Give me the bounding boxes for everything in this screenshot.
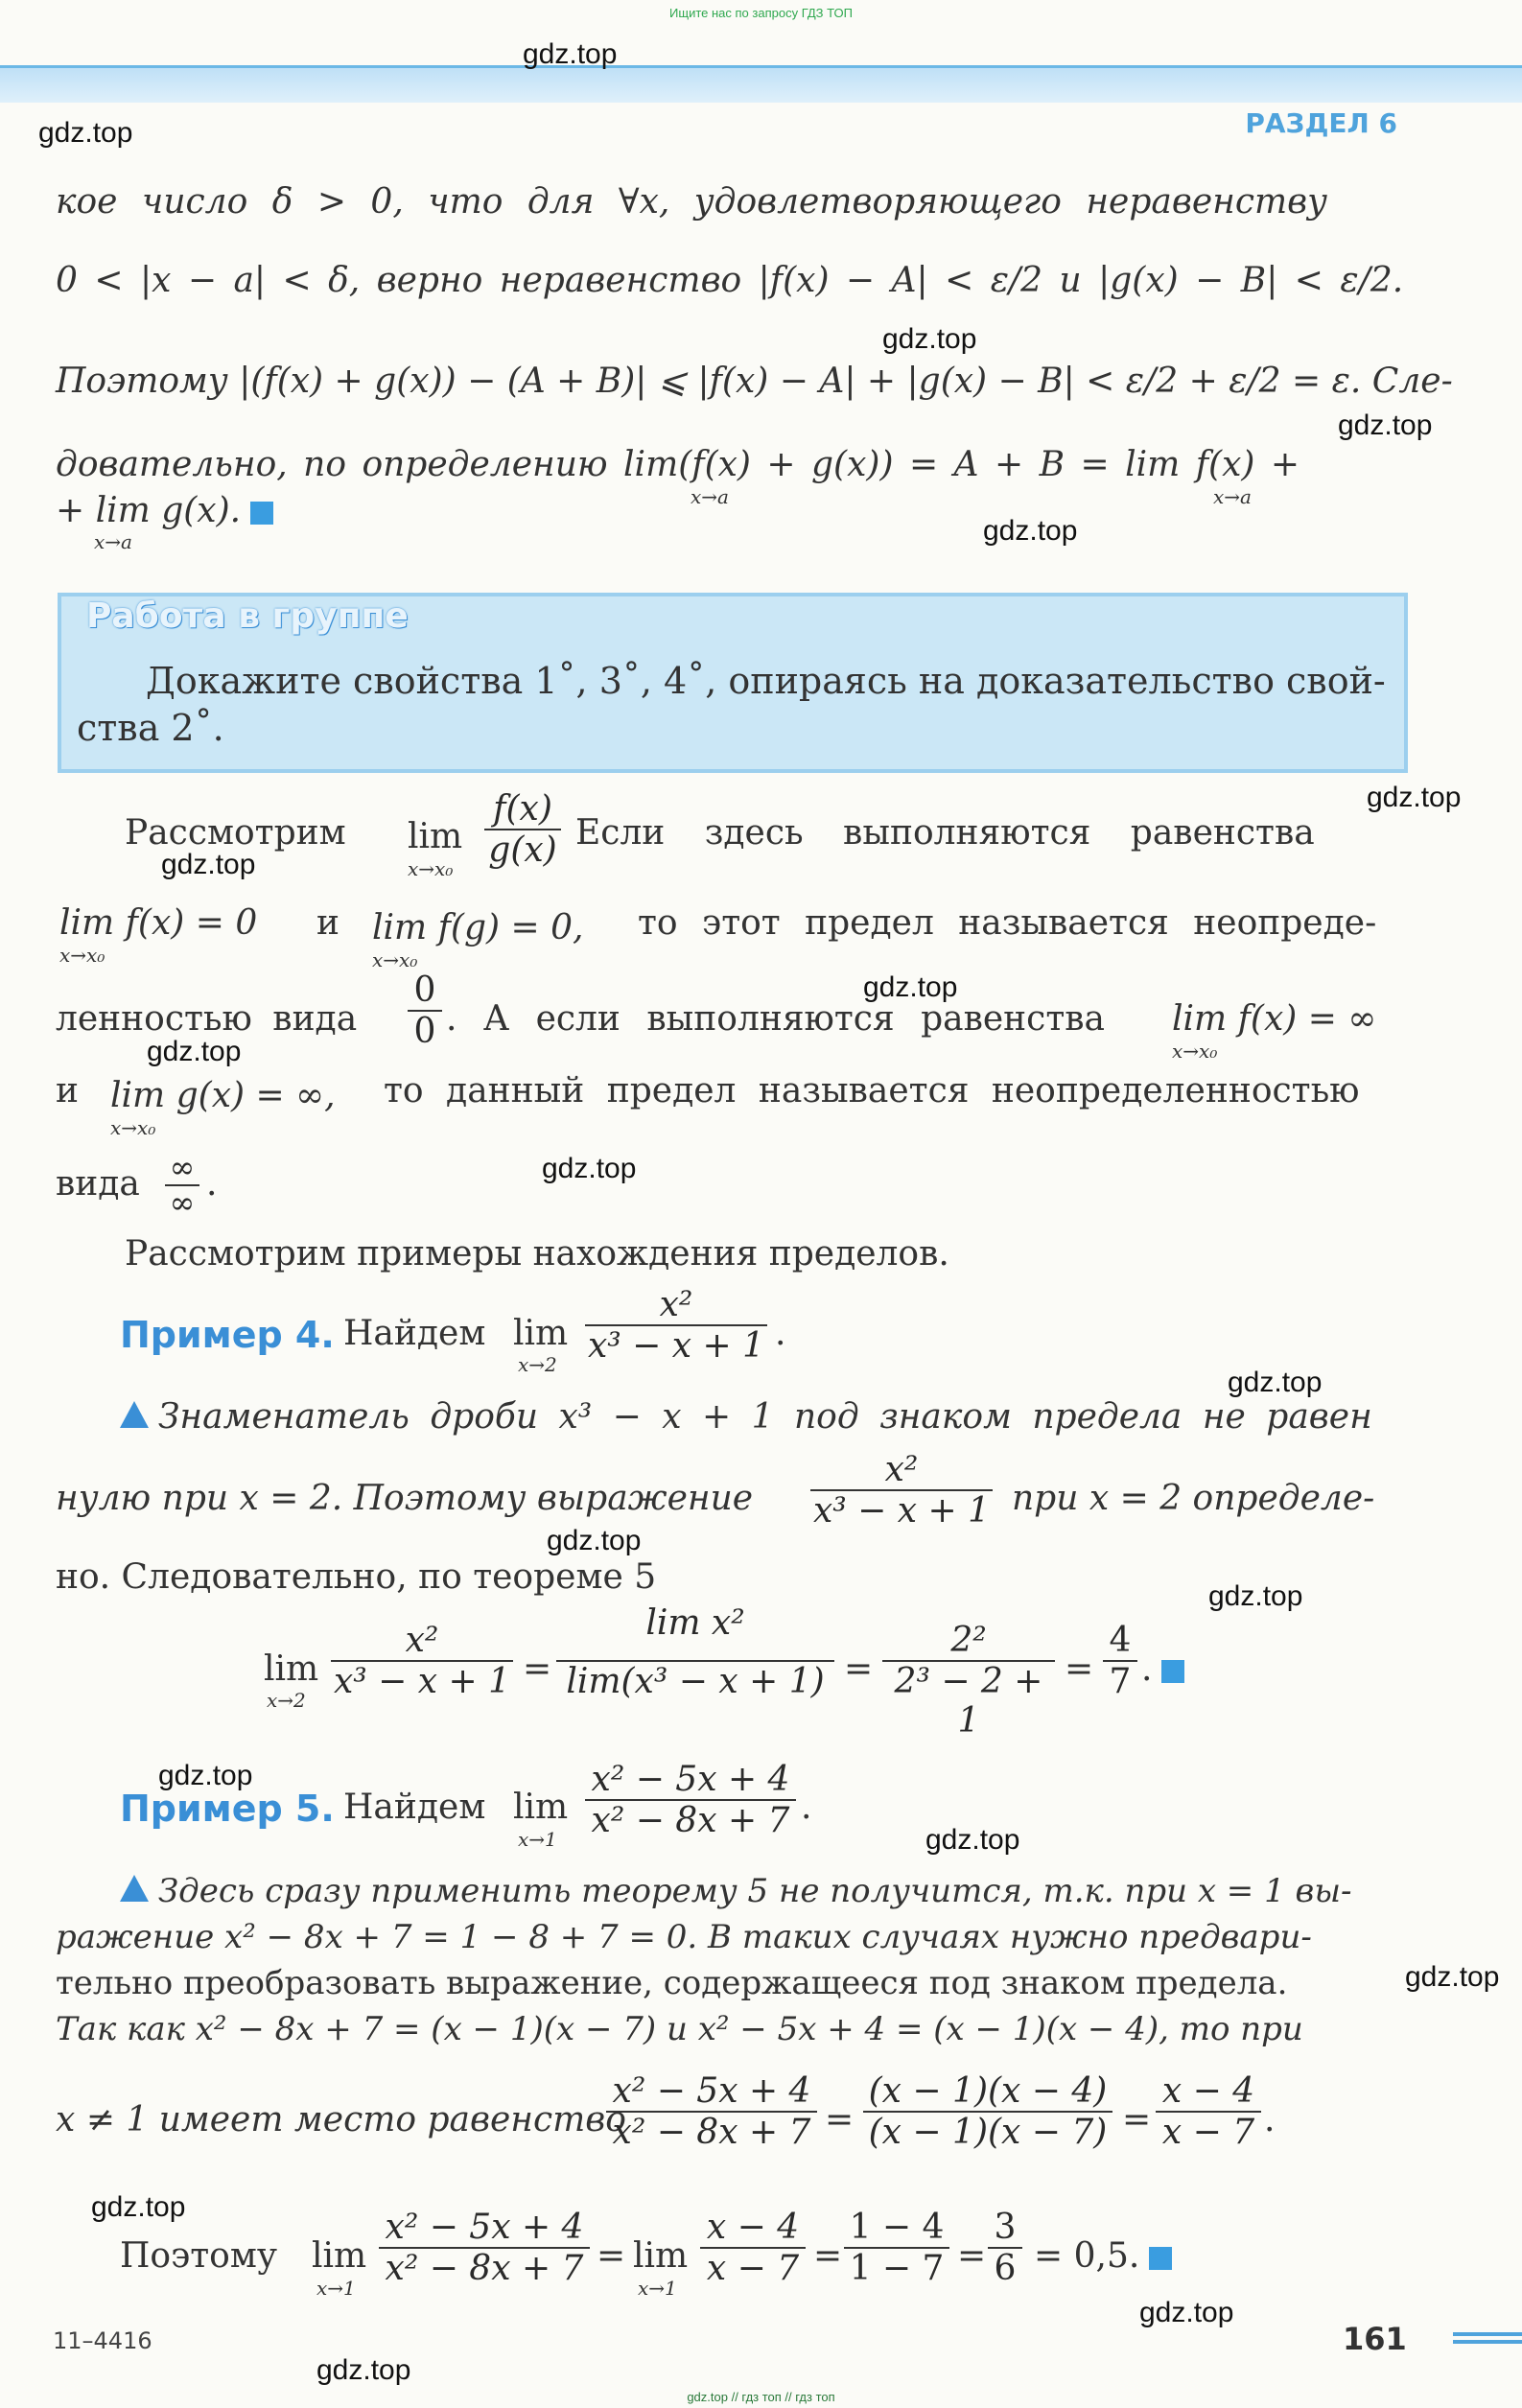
watermark: gdz.top — [1338, 409, 1433, 441]
lim-word: lim — [264, 1649, 319, 1689]
example-5-label: Пример 5. — [120, 1788, 335, 1830]
body-text: lim f(g) = 0, — [372, 908, 584, 947]
example-5-t1: Здесь сразу применить теорему 5 не получится, т.к. при x = 1 вы- — [158, 1872, 1352, 1910]
group-work-text-2: ства 2˚. — [77, 707, 224, 749]
eq5-fraction-2 — [863, 2071, 1112, 2152]
final-fraction-2 — [700, 2208, 806, 2288]
equals: = — [825, 2100, 855, 2139]
frac-den: 6 — [994, 2249, 1017, 2288]
lim-sub: x→2 — [518, 1353, 557, 1376]
final-fraction-3 — [844, 2208, 949, 2288]
frac-den: ∞ — [169, 1184, 196, 1222]
body-text: вида — [56, 1164, 140, 1204]
lim-sub: x→2 — [267, 1689, 306, 1712]
watermark: gdz.top — [1405, 1961, 1500, 1993]
section-label: РАЗДЕЛ 6 — [1245, 107, 1397, 139]
lim-sub-a-1: x→a — [691, 485, 729, 508]
frac-num: ∞ — [165, 1151, 199, 1186]
frac-den: 2³ − 2 + 1 — [894, 1662, 1043, 1741]
lim-word: lim — [513, 1314, 569, 1353]
frac-den: x³ − x + 1 — [812, 1491, 991, 1531]
final-value — [1034, 2234, 1172, 2279]
lim-word: lim — [633, 2236, 689, 2276]
equals: = — [523, 1649, 552, 1689]
print-code: 11–4416 — [53, 2327, 152, 2354]
equals: = — [844, 1649, 874, 1689]
example-4-text-2b: при x = 2 определе- — [1012, 1479, 1375, 1518]
frac-den: x² − 8x + 7 — [591, 1801, 790, 1840]
frac-num: f(x) — [484, 789, 561, 830]
frac-den: 7 — [1109, 1662, 1132, 1701]
end-of-solution-icon — [1161, 1660, 1184, 1683]
eq-fraction-2 — [556, 1603, 834, 1701]
frac-den: x² − 8x + 7 — [385, 2249, 584, 2288]
example-5-text-5a: x ≠ 1 имеет место равенство — [56, 2100, 626, 2139]
body-text: Если здесь выполняются равенства — [575, 813, 1315, 853]
frac-den: g(x) — [488, 830, 557, 870]
equals: = — [597, 2236, 626, 2276]
period: . — [801, 1788, 812, 1827]
eq-result — [1103, 1621, 1137, 1701]
frac-num: x − 4 — [1156, 2071, 1261, 2113]
proof-line-1: кое число δ > 0, что для ∀x, удовлетворяющего неравенству — [56, 182, 1327, 222]
eq-fraction-3 — [882, 1621, 1055, 1741]
lim-sub: x→x₀ — [372, 948, 418, 971]
frac-den: x − 7 — [706, 2249, 800, 2288]
eq5-fraction-1 — [606, 2071, 817, 2152]
header-band — [0, 65, 1522, 103]
body-text: lim f(x) = 0 — [59, 903, 258, 943]
frac-num: 1 − 4 — [844, 2208, 949, 2249]
equals: = — [957, 2236, 987, 2276]
frac-den: (x − 1)(x − 7) — [868, 2113, 1108, 2152]
body-text: . А если выполняются равенства — [446, 999, 1105, 1039]
lim-word: lim — [513, 1788, 569, 1827]
frac-num: 4 — [1103, 1621, 1137, 1662]
equals: = — [813, 2236, 843, 2276]
body-text: Рассмотрим примеры нахождения пределов. — [125, 1234, 949, 1274]
final-fraction-4 — [988, 2208, 1022, 2288]
fraction-zero-zero — [408, 970, 442, 1051]
frac-den: x³ − x + 1 — [333, 1662, 511, 1701]
lim-sub: x→x₀ — [59, 944, 105, 967]
solution-start-icon — [120, 1401, 149, 1428]
fraction-inf-inf — [165, 1151, 199, 1220]
frac-num: x² − 5x + 4 — [606, 2071, 817, 2113]
frac-num: x² — [810, 1450, 993, 1491]
lim-sub: x→x₀ — [408, 857, 454, 880]
end-of-proof-icon — [250, 502, 273, 525]
body-text: lim f(x) = ∞ — [1172, 999, 1377, 1039]
fraction-fx-gx — [484, 789, 561, 870]
example-4-t1: Знаменатель дроби x³ − x + 1 под знаком предела не равен — [158, 1397, 1372, 1437]
frac-num: x² — [331, 1621, 513, 1662]
frac-num: 2² — [882, 1621, 1055, 1662]
watermark: gdz.top — [542, 1153, 637, 1184]
lim-sub: x→x₀ — [1172, 1040, 1218, 1063]
frac-num: lim x² — [556, 1603, 834, 1662]
end-of-solution-icon — [1149, 2247, 1172, 2270]
solution-start-icon — [120, 1875, 149, 1902]
watermark: gdz.top — [147, 1036, 242, 1067]
group-work-title: Работа в группе — [86, 596, 409, 636]
bottom-banner: gdz.top // гдз топ // гдз топ — [687, 2390, 835, 2404]
frac-num: x² − 5x + 4 — [585, 1760, 796, 1801]
frac-den: x³ − x + 1 — [587, 1326, 765, 1366]
example-4-fraction — [585, 1285, 767, 1366]
body-text: ленностью вида — [56, 999, 358, 1039]
watermark: gdz.top — [523, 38, 618, 70]
example-4-text-1 — [120, 1395, 1372, 1440]
lim-sub: x→x₀ — [110, 1116, 156, 1139]
period: . — [1264, 2100, 1276, 2139]
example-5-text-6a: Поэтому — [120, 2236, 278, 2276]
watermark: gdz.top — [91, 2191, 186, 2223]
frac-den: x² − 8x + 7 — [612, 2113, 811, 2152]
page-number: 161 — [1343, 2321, 1407, 2357]
body-text: lim g(x) = ∞, — [110, 1076, 336, 1115]
watermark: gdz.top — [158, 1760, 253, 1791]
frac-den: lim(x³ − x + 1) — [566, 1662, 825, 1701]
example-5-intro: Найдем — [343, 1788, 486, 1827]
frac-num: x − 4 — [700, 2208, 806, 2249]
lim-word: lim — [312, 2236, 367, 2276]
final-value-text: = 0,5. — [1034, 2236, 1140, 2276]
watermark: gdz.top — [863, 971, 958, 1003]
frac-den: x − 7 — [1161, 2113, 1255, 2152]
period: . — [775, 1314, 786, 1353]
watermark: gdz.top — [547, 1525, 642, 1556]
frac-den: 1 − 7 — [849, 2249, 945, 2288]
frac-num: x² − 5x + 4 — [379, 2208, 590, 2249]
proof-line-5 — [56, 489, 273, 534]
body-text: Рассмотрим — [125, 813, 346, 853]
example-4-label: Пример 4. — [120, 1314, 335, 1356]
example-4-inline-fraction — [810, 1450, 993, 1531]
proof-line-3: Поэтому |(f(x) + g(x)) − (A + B)| ⩽ |f(x) − A| + |g(x) − B| < ε/2 + ε/2 = ε. Сле- — [56, 362, 1453, 401]
example-4-intro: Найдем — [343, 1314, 486, 1353]
watermark: gdz.top — [882, 323, 977, 355]
example-5-fraction — [585, 1760, 796, 1840]
watermark: gdz.top — [1367, 782, 1462, 813]
proof-line-5-text: + lim g(x). — [56, 491, 242, 530]
frac-num: x² — [585, 1285, 767, 1326]
eq5-fraction-3 — [1156, 2071, 1261, 2152]
example-5-text-3: тельно преобразовать выражение, содержащееся под знаком предела. — [56, 1964, 1288, 2002]
example-5-text-4: Так как x² − 8x + 7 = (x − 1)(x − 7) и x² − 5x + 4 = (x − 1)(x − 4), то при — [56, 2010, 1303, 2048]
period: . — [1141, 1648, 1184, 1693]
example-5-text-1 — [120, 1870, 1352, 1912]
watermark: gdz.top — [316, 2354, 411, 2386]
frac-num: 3 — [988, 2208, 1022, 2249]
proof-line-2: 0 < |x − a| < δ, верно неравенство |f(x) − A| < ε/2 и |g(x) − B| < ε/2. — [56, 261, 1404, 300]
frac-num: 0 — [408, 970, 442, 1012]
top-banner: Ищите нас по запросу ГДЗ ТОП — [669, 6, 853, 20]
frac-num: (x − 1)(x − 4) — [863, 2071, 1112, 2113]
example-5-text-2: ражение x² − 8x + 7 = 1 − 8 + 7 = 0. В таких случаях нужно предвари- — [56, 1918, 1312, 1956]
lim-sub: x→1 — [316, 2277, 356, 2300]
lim-sub-a-3: x→a — [94, 530, 132, 553]
lim-sub: x→1 — [638, 2277, 677, 2300]
frac-den: 0 — [413, 1012, 436, 1051]
lim-sub-a-2: x→a — [1213, 485, 1252, 508]
lim-word: lim — [408, 817, 463, 856]
example-4-text-2a: нулю при x = 2. Поэтому выражение — [56, 1479, 754, 1518]
group-work-text-1: Докажите свойства 1˚, 3˚, 4˚, опираясь на доказательство свой- — [146, 660, 1386, 702]
watermark: gdz.top — [161, 849, 256, 880]
proof-line-4: довательно, по определению lim(f(x) + g(x)) = A + B = lim f(x) + — [56, 445, 1300, 484]
watermark: gdz.top — [1228, 1367, 1323, 1398]
watermark: gdz.top — [983, 515, 1078, 547]
watermark: gdz.top — [38, 117, 133, 149]
final-fraction-1 — [379, 2208, 590, 2288]
equals: = — [1065, 1649, 1094, 1689]
footer-decoration — [1453, 2332, 1522, 2348]
body-text: то данный предел называется неопределенностью — [384, 1071, 1360, 1110]
period: . — [206, 1164, 218, 1204]
equals: = — [1122, 2100, 1152, 2139]
lim-sub: x→1 — [518, 1828, 557, 1851]
body-text: и — [316, 903, 340, 943]
body-text: то этот предел называется неопреде- — [638, 903, 1377, 943]
watermark: gdz.top — [1208, 1580, 1303, 1612]
example-4-text-3: но. Следовательно, по теореме 5 — [56, 1557, 657, 1597]
eq-fraction-1 — [331, 1621, 513, 1701]
body-text: и — [56, 1071, 79, 1110]
watermark: gdz.top — [925, 1824, 1020, 1856]
watermark: gdz.top — [1139, 2297, 1234, 2328]
